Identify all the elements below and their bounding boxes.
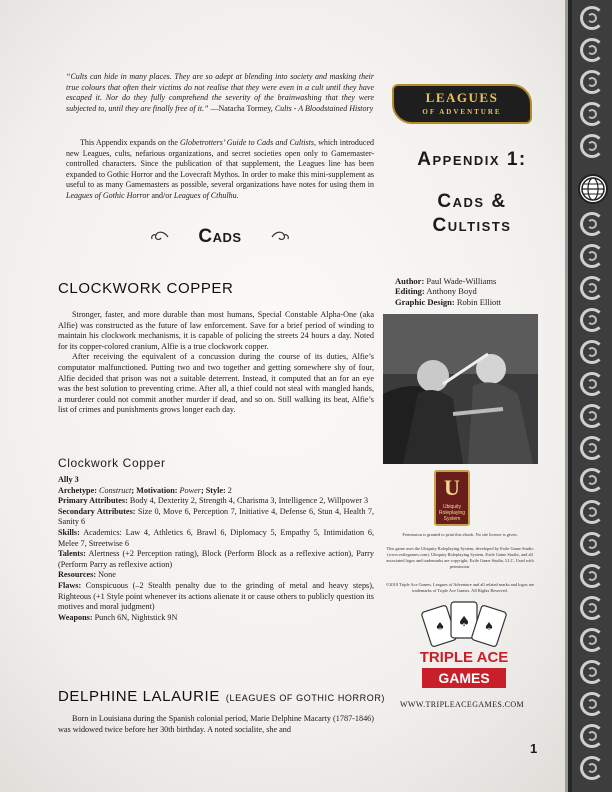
legal-text: Permission is granted to print this ebook. No site licence is given. bbox=[402, 532, 518, 537]
intro-book-title: Leagues of Cthulhu bbox=[173, 190, 237, 200]
stat-value: Academics: Law 4, Athletics 6, Brawl 6, Diplomacy 5, Empathy 5, Intimidation 6, Melee 7, Streetwise 6 bbox=[58, 527, 374, 548]
stat-block bbox=[58, 475, 374, 623]
stat-line bbox=[58, 528, 374, 549]
credit-line bbox=[395, 286, 555, 296]
section-heading: Cads bbox=[198, 226, 242, 247]
tag-line-1: TRIPLE ACE bbox=[419, 649, 509, 666]
intro-text: and/or bbox=[149, 190, 174, 200]
paragraph: After receiving the equivalent of a concussion during the course of its duties, Alfie’s computator malfunctioned. Putting two and two together and getting somewhere shy of four, Alfie decided that prison was not a suitable deterrent. Instead, it computed that an for an eye was the best solution to preventing crime. After all, a thief could not steal with mangled hands, a murderer could not commit another murder if dead, and so on. Still walking its beat, Alfie’s list of crimes and punishments grows longer each day. bbox=[58, 352, 374, 415]
stat-value: Conspicuous (–2 Stealth penalty due to the grinding of metal and heavy steps), Righteous (+1 Style point whenever its actions alienate it or cause others to publicly question its motives and moral judgment) bbox=[58, 580, 374, 612]
ubiquity-logo bbox=[434, 470, 470, 526]
legal-text: This game uses the Ubiquity Roleplaying System, developed by Exile Game Studio (www.exilegames.com). Ubiquity Roleplaying System, Exile Game Studio, and all associated logos and trademarks are copyright, Exile Game Studio, LLC. Used with permission. bbox=[386, 546, 534, 569]
stat-line bbox=[58, 549, 374, 570]
illustration-image bbox=[383, 314, 538, 464]
stat-line bbox=[58, 570, 374, 581]
credits bbox=[395, 276, 555, 307]
stat-block-title: Clockwork Copper bbox=[58, 456, 166, 470]
credit-role: Author: bbox=[395, 276, 425, 286]
epigraph-quote bbox=[66, 72, 374, 114]
intro-book-title: Leagues of Gothic Horror bbox=[66, 190, 150, 200]
stat-value: Body 4, Dexterity 2, Strength 4, Charisma 3, Intelligence 2, Willpower 3 bbox=[129, 496, 369, 506]
leagues-of-adventure-logo bbox=[392, 84, 532, 124]
ubiquity-subtext: Roleplaying System bbox=[438, 510, 466, 522]
npc-title bbox=[58, 688, 385, 705]
stat-value: Alertness (+2 Perception rating), Block (Perform Block as a reflexive action), Parry (Perform Parry as reflexive action) bbox=[58, 549, 374, 569]
stat-value: None bbox=[98, 570, 116, 580]
svg-text:♠: ♠ bbox=[435, 620, 445, 633]
stat-label: Skills: bbox=[58, 527, 80, 537]
stat-value: Punch 6N, Nightstick 9N bbox=[94, 612, 178, 622]
stat-label: Archetype: bbox=[58, 485, 97, 495]
title-line: Cads & bbox=[437, 191, 507, 212]
quote-text: “Cults can hide in many places. They are so adept at blending into society and masking their true colours that often their victims do not realise that they were even in a cult until they have escaped it. Nor do they fully comprehend the severity of the brainwashing that they were subjected to, until they are finally free of it.” bbox=[66, 72, 374, 113]
stat-label: Flaws: bbox=[58, 580, 82, 590]
intro-book-title: Globetrotters’ Guide to Cads and Cultists bbox=[180, 138, 314, 147]
appendix-label: Appendix 1: bbox=[417, 149, 527, 170]
credit-name: Anthony Boyd bbox=[426, 286, 477, 297]
svg-text:♠: ♠ bbox=[484, 620, 494, 633]
stat-label: Secondary Attributes: bbox=[58, 506, 136, 516]
npc-description bbox=[58, 714, 374, 735]
publisher-url[interactable]: WWW.TRIPLEACEGAMES.COM bbox=[399, 700, 525, 709]
credit-line bbox=[395, 276, 555, 286]
credit-name: Paul Wade-Williams bbox=[426, 276, 497, 286]
stat-value: 2 bbox=[227, 485, 232, 495]
triple-ace-games-logo bbox=[412, 600, 516, 698]
ubiquity-text: Ubiquity bbox=[442, 504, 462, 510]
page-number: 1 bbox=[530, 741, 538, 756]
npc-title: CLOCKWORK COPPER bbox=[58, 280, 234, 297]
paragraph: Stronger, faster, and more durable than most humans, Special Constable Alpha-One (aka Alfie) was constructed as the future of law enforcement. Save for a brief period of winding to maintain his clockwork mechanisms, it is capable of policing the streets 24 hours a day. Noted for its copper-colored cranium, Alfie is a true clockwork copper. bbox=[58, 310, 374, 351]
stat-rank-value: Ally 3 bbox=[58, 475, 79, 484]
intro-text: , which introduced new Leagues, cults, nefarious organizations, and secret societies open only to Gamemaster-controlled characters. Since the publication of that supplement, the Leagues line has been expanded to Gothic Horror and the Lovecraft Mythos. In order to make this mini-supplement as useful to as many Gamemasters as possible, several organizations have notes for using them in bbox=[66, 138, 375, 190]
npc-description bbox=[58, 310, 374, 416]
logo-line: OF ADVENTURE bbox=[422, 108, 502, 116]
stat-line bbox=[58, 496, 374, 507]
credit-line bbox=[395, 297, 555, 307]
credit-role: Editing: bbox=[395, 286, 425, 297]
stat-rank bbox=[58, 475, 374, 486]
paragraph: Born in Louisiana during the Spanish colonial period, Marie Delphine Macarty (1787-1846) was widowed twice before her 30th birthday. A noted socialite, she and bbox=[58, 714, 374, 734]
quote-attribution-work: Cults - A Bloodstained History bbox=[274, 103, 374, 113]
appendix-title bbox=[372, 190, 572, 238]
stat-label: Primary Attributes: bbox=[58, 496, 128, 506]
npc-name: DELPHINE LALAURIE bbox=[58, 688, 220, 705]
stat-label: Talents: bbox=[58, 549, 86, 559]
tag-line-2: GAMES bbox=[438, 670, 490, 686]
stat-value: Construct bbox=[99, 485, 132, 495]
stat-line bbox=[58, 507, 374, 528]
intro-paragraph bbox=[66, 138, 374, 202]
stat-value: Power bbox=[179, 485, 201, 495]
stat-value: Size 0, Move 6, Perception 7, Initiative 4, Defense 6, Stun 4, Health 7, Sanity 6 bbox=[58, 506, 374, 527]
stat-label: ; Style: bbox=[200, 485, 226, 495]
intro-text: This Appendix expands on the bbox=[80, 138, 181, 147]
stat-line bbox=[58, 581, 374, 613]
cads-heading bbox=[150, 226, 290, 248]
flourish-right-icon bbox=[270, 230, 290, 244]
quote-attribution: —Natacha Tormey, bbox=[210, 103, 275, 113]
ubiquity-letter: U bbox=[444, 475, 460, 500]
intro-text: . bbox=[236, 190, 239, 200]
stat-line bbox=[58, 486, 374, 497]
stat-label: ; Motivation: bbox=[131, 485, 178, 495]
stat-label: Weapons: bbox=[58, 612, 93, 622]
npc-setting-note: (LEAGUES OF GOTHIC HORROR) bbox=[225, 693, 386, 703]
flourish-left-icon bbox=[150, 230, 170, 244]
stat-label: Resources: bbox=[58, 570, 97, 580]
svg-text:♠: ♠ bbox=[457, 614, 471, 630]
legal-text: ©2018 Triple Ace Games. Leagues of Adventure and all related marks and logos are trademarks of Triple Ace Games. All Rights Reserved. bbox=[385, 582, 535, 593]
title-line: Cultists bbox=[432, 215, 512, 236]
stat-line bbox=[58, 613, 374, 624]
logo-line: LEAGUES bbox=[425, 90, 499, 105]
credit-role: Graphic Design: bbox=[395, 296, 455, 307]
credit-name: Robin Elliott bbox=[456, 296, 502, 307]
